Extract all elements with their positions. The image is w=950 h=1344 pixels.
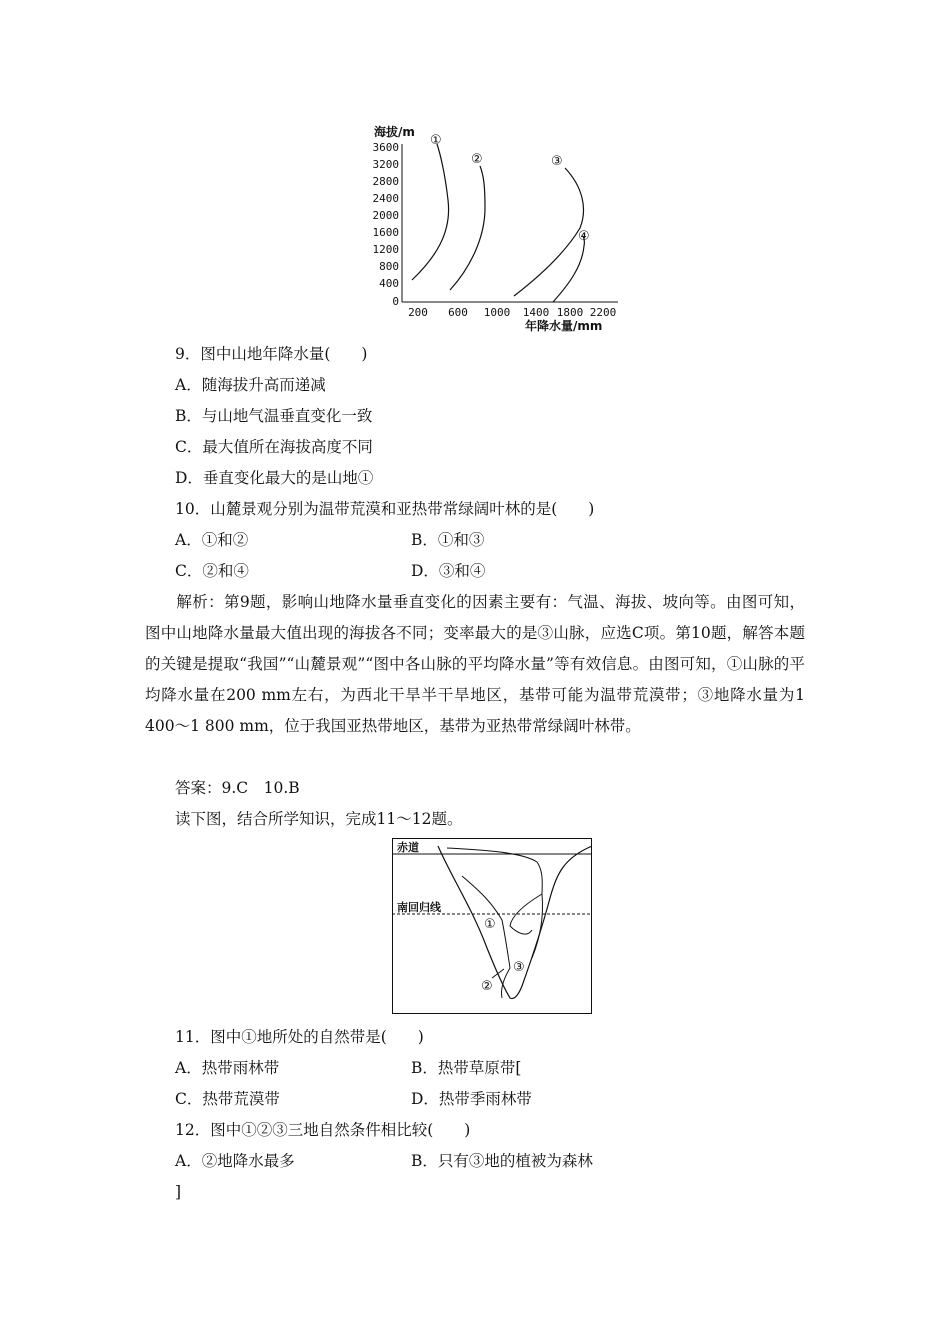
q10-option-b: B．①和③ [411,531,485,549]
q9-option-d: D．垂直变化最大的是山地① [175,469,374,487]
curve-2 [450,166,485,290]
y-tick: 2000 [372,209,399,222]
y-tick: 1200 [372,243,399,256]
map-label-1: ① [484,917,496,932]
q10-option-a: A．①和② [175,531,249,549]
y-tick: 2800 [372,175,399,188]
x-tick: 200 [408,306,428,319]
chart1-y-ticks [373,141,400,308]
q11-option-c: C．热带荒漠带 [175,1090,280,1108]
region-boundary [532,894,543,958]
q10-option-d: D．③和④ [411,562,486,580]
q11-option-a: A．热带雨林带 [175,1059,280,1077]
region-boundary [501,968,510,998]
curve-label-3: ③ [551,154,563,169]
tropic-label: 南回归线 [397,901,441,914]
q10-stem: 10．山麓景观分别为温带荒漠和亚热带常绿阔叶林的是( ) [175,500,595,518]
map-label-3: ③ [513,960,525,975]
y-tick: 1600 [372,226,399,239]
q11-option-d: D．热带季雨林带 [411,1090,532,1108]
south-america-map [392,838,592,1014]
y-tick: 3600 [372,141,399,154]
q9-option-a: A．随海拔升高而递减 [175,376,326,394]
label-pointer [492,969,504,978]
x-tick: 600 [448,306,468,319]
x-tick: 1000 [483,306,511,319]
y-tick: 3200 [372,158,399,171]
curve-1 [412,144,449,280]
equator-label: 赤道 [397,841,419,854]
curve-label-4: ④ [578,229,590,244]
chart1-xlabel: 年降水量/mm [525,319,603,333]
analysis-text: 解析：第9题，影响山地降水量垂直变化的因素主要有：气温、海拔、坡向等。由图可知，图中山地降水量最大值出现的海拔各不同；变率最大的是③山脉，应选C项。第10题，解答本题的关键是提取“我国”“山麓景观”“图中各山脉的平均降水量”等有效信息。由图可知，①山脉的平均降水量在200 mm左右，为西北干旱半干旱地区，基带可能为温带荒漠带；③地降水量为1 400～1 800 mm，位于我国亚热带地区，基带为亚热带常绿阔叶林带。 [145,593,805,735]
stray-bracket: ] [175,1183,182,1201]
q12-option-b: B．只有③地的植被为森林 [411,1152,593,1170]
q12-option-a: A．②地降水最多 [175,1152,295,1170]
q11-option-b: B．热带草原带[ [411,1059,522,1077]
chart1-x-ticks [408,306,616,319]
x-tick: 1800 [556,306,584,319]
analysis-paragraph [145,587,805,742]
y-tick: 800 [379,260,399,273]
x-tick: 1400 [522,306,550,319]
y-tick: 0 [392,295,399,308]
answer-line: 答案：9.C 10.B [175,779,300,797]
curve-4 [553,236,584,302]
y-tick: 2400 [372,192,399,205]
q9-option-c: C．最大值所在海拔高度不同 [175,438,373,456]
q10-option-c: C．②和④ [175,562,249,580]
map-label-2: ② [481,979,493,994]
chart1-ylabel: 海拔/m [374,125,415,139]
q9-option-b: B．与山地气温垂直变化一致 [175,407,373,425]
q12-stem: 12．图中①②③三地自然条件相比较( ) [175,1121,471,1139]
x-tick: 2200 [589,306,617,319]
y-tick: 400 [379,277,399,290]
q11-stem: 11．图中①地所处的自然带是( ) [175,1028,424,1046]
precipitation-altitude-chart [360,118,630,338]
curve-label-2: ② [471,152,483,167]
continent-outline [438,846,592,999]
q9-stem: 9．图中山地年降水量( ) [175,345,368,363]
curve-label-1: ① [430,133,442,148]
intro-line: 读下图，结合所学知识，完成11～12题。 [175,810,463,828]
